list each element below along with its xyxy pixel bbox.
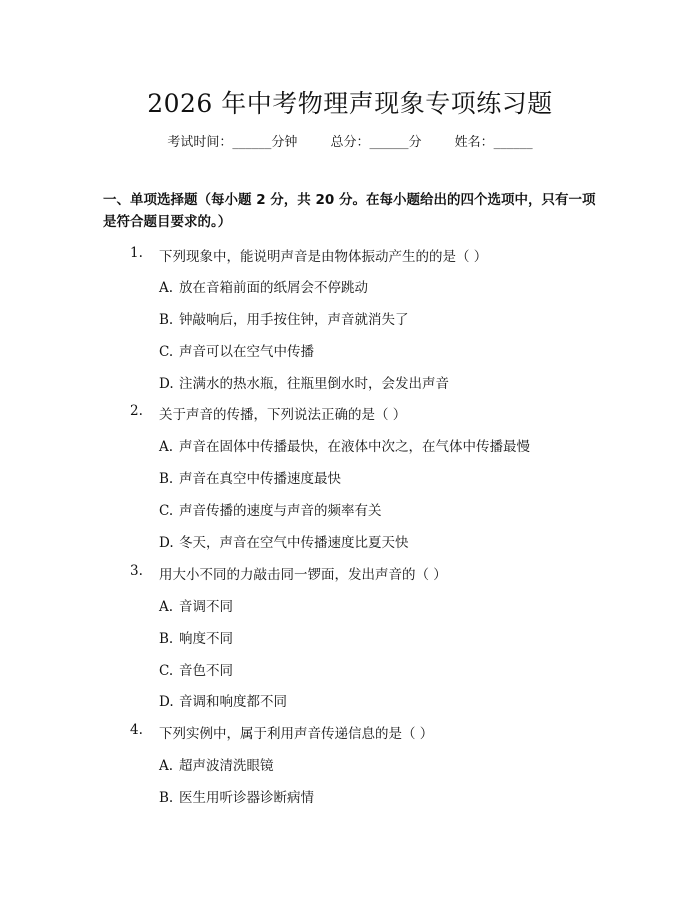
option-letter: B. bbox=[159, 790, 174, 806]
option-letter: C. bbox=[159, 344, 174, 360]
question-number: 1. bbox=[130, 245, 143, 261]
option-letter: A. bbox=[159, 280, 174, 296]
option bbox=[159, 308, 409, 328]
option-text: 音色不同 bbox=[179, 663, 233, 679]
question-text: 用大小不同的力敲击同一锣面，发出声音的（ ） bbox=[159, 567, 447, 583]
option-text: 注满水的热水瓶，往瓶里倒水时，会发出声音 bbox=[179, 376, 449, 392]
option bbox=[159, 690, 287, 710]
student-name: 姓名：______ bbox=[454, 135, 533, 150]
option-text: 钟敲响后，用手按住钟，声音就消失了 bbox=[179, 312, 409, 328]
option-letter: B. bbox=[159, 471, 174, 487]
option bbox=[159, 372, 449, 392]
option bbox=[159, 340, 314, 360]
option-text: 医生用听诊器诊断病情 bbox=[179, 790, 314, 806]
option bbox=[159, 435, 530, 455]
option-letter: D. bbox=[159, 535, 174, 551]
section-heading: 一、单项选择题（每小题 2 分，共 20 分。在每小题给出的四个选项中，只有一项是符合题目要求的。） bbox=[103, 192, 596, 230]
option-letter: D. bbox=[159, 376, 174, 392]
option-letter: A. bbox=[159, 439, 174, 455]
option bbox=[159, 627, 233, 647]
question-text: 下列现象中，能说明声音是由物体振动产生的的是（ ） bbox=[159, 249, 488, 265]
option bbox=[159, 467, 341, 487]
option-text: 声音可以在空气中传播 bbox=[179, 344, 314, 360]
option bbox=[159, 499, 382, 519]
option-letter: B. bbox=[159, 312, 174, 328]
option-letter: A. bbox=[159, 758, 174, 774]
option bbox=[159, 659, 233, 679]
option-text: 声音传播的速度与声音的频率有关 bbox=[179, 503, 382, 519]
question-number: 2. bbox=[130, 403, 143, 419]
option-text: 声音在固体中传播最快，在液体中次之，在气体中传播最慢 bbox=[179, 439, 530, 455]
option-text: 冬天，声音在空气中传播速度比夏天快 bbox=[179, 535, 409, 551]
option-text: 放在音箱前面的纸屑会不停跳动 bbox=[179, 280, 368, 296]
option-letter: A. bbox=[159, 599, 174, 615]
option-text: 响度不同 bbox=[179, 631, 233, 647]
option bbox=[159, 754, 274, 774]
page-title: 2026 年中考物理声现象专项练习题 bbox=[147, 89, 553, 118]
exam-meta bbox=[0, 131, 700, 150]
question-number: 4. bbox=[130, 722, 143, 738]
question-text: 关于声音的传播，下列说法正确的是（ ） bbox=[159, 407, 407, 423]
option-letter: C. bbox=[159, 663, 174, 679]
question-number: 3. bbox=[130, 563, 143, 579]
total-score: 总分：______分 bbox=[330, 135, 422, 150]
option-letter: D. bbox=[159, 694, 174, 710]
option-text: 音调和响度都不同 bbox=[179, 694, 287, 710]
option-letter: B. bbox=[159, 631, 174, 647]
option bbox=[159, 276, 368, 296]
option bbox=[159, 595, 233, 615]
exam-time: 考试时间：______分钟 bbox=[167, 135, 298, 150]
option bbox=[159, 531, 409, 551]
question-text: 下列实例中，属于利用声音传递信息的是（ ） bbox=[159, 726, 434, 742]
option-text: 超声波清洗眼镜 bbox=[179, 758, 274, 774]
option-text: 音调不同 bbox=[179, 599, 233, 615]
option-text: 声音在真空中传播速度最快 bbox=[179, 471, 341, 487]
option-letter: C. bbox=[159, 503, 174, 519]
option bbox=[159, 786, 314, 806]
